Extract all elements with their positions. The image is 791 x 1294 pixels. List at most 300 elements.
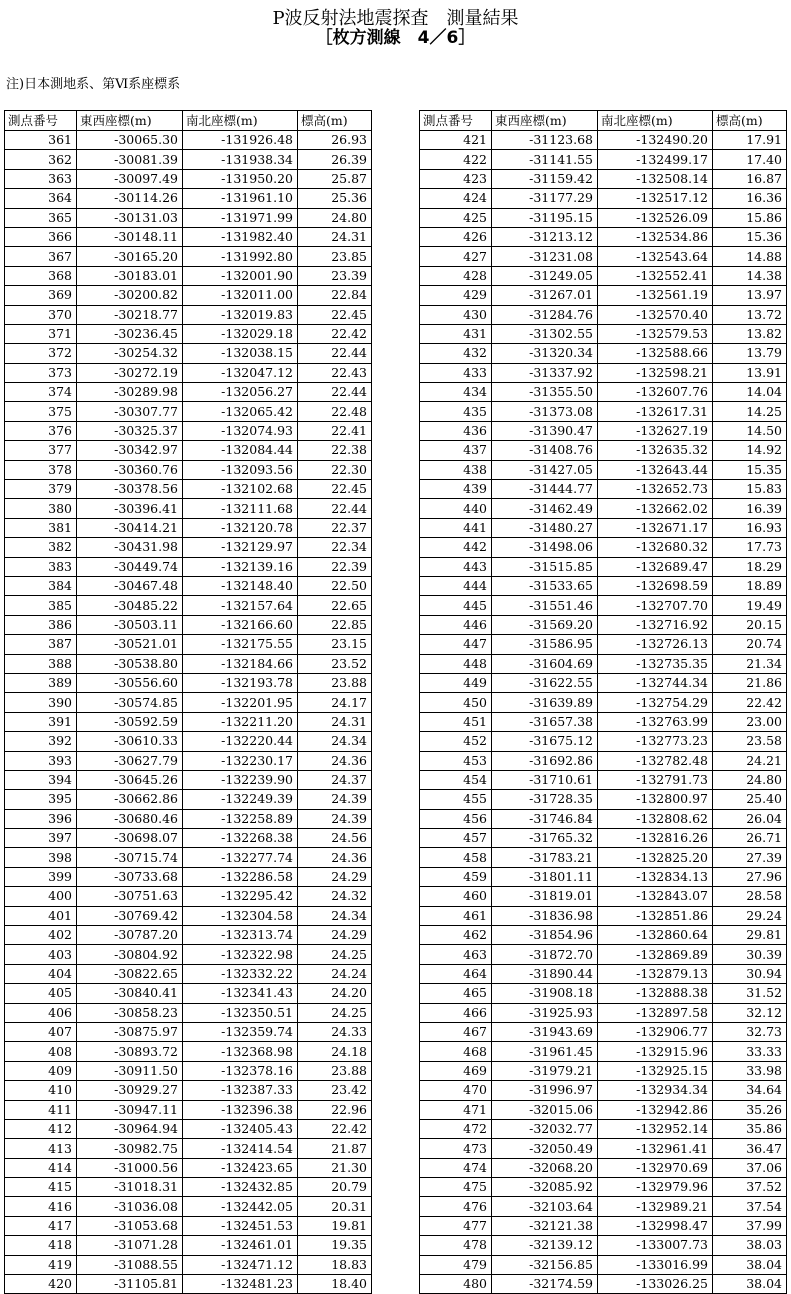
station-number-cell: 423 <box>420 169 492 188</box>
station-number-cell: 418 <box>5 1236 77 1255</box>
elevation-cell: 32.73 <box>713 1022 787 1041</box>
station-number-cell: 367 <box>5 247 77 266</box>
table-row <box>420 344 787 363</box>
east-west-coord-cell: -31961.45 <box>492 1042 598 1061</box>
east-west-coord-cell: -31355.50 <box>492 383 598 402</box>
table-row <box>5 227 372 246</box>
north-south-coord-cell: -132148.40 <box>183 576 298 595</box>
table-row <box>5 926 372 945</box>
table-row <box>5 906 372 925</box>
station-number-cell: 449 <box>420 673 492 692</box>
north-south-coord-cell: -132680.32 <box>598 538 713 557</box>
north-south-coord-cell: -132543.64 <box>598 247 713 266</box>
east-west-coord-cell: -30556.60 <box>77 673 183 692</box>
elevation-cell: 36.47 <box>713 1139 787 1158</box>
station-number-cell: 375 <box>5 402 77 421</box>
north-south-coord-cell: -132129.97 <box>183 538 298 557</box>
station-number-cell: 425 <box>420 208 492 227</box>
elevation-cell: 24.17 <box>298 693 372 712</box>
station-number-cell: 472 <box>420 1119 492 1138</box>
station-number-cell: 405 <box>5 984 77 1003</box>
station-number-cell: 480 <box>420 1275 492 1294</box>
east-west-coord-cell: -30840.41 <box>77 984 183 1003</box>
table-row <box>420 654 787 673</box>
station-number-cell: 455 <box>420 790 492 809</box>
station-number-cell: 461 <box>420 906 492 925</box>
table-row <box>5 150 372 169</box>
station-number-cell: 361 <box>5 131 77 150</box>
elevation-cell: 37.54 <box>713 1197 787 1216</box>
north-south-coord-cell: -131926.48 <box>183 131 298 150</box>
elevation-cell: 32.12 <box>713 1003 787 1022</box>
east-west-coord-cell: -31267.01 <box>492 286 598 305</box>
north-south-coord-cell: -132481.23 <box>183 1275 298 1294</box>
table-row <box>5 1042 372 1061</box>
north-south-coord-cell: -132698.59 <box>598 576 713 595</box>
station-number-cell: 474 <box>420 1158 492 1177</box>
table-row <box>420 596 787 615</box>
table-row <box>5 596 372 615</box>
header-station-number: 測点番号 <box>5 111 77 131</box>
table-row <box>420 324 787 343</box>
east-west-coord-cell: -31854.96 <box>492 926 598 945</box>
elevation-cell: 20.31 <box>298 1197 372 1216</box>
east-west-coord-cell: -32032.77 <box>492 1119 598 1138</box>
east-west-coord-cell: -30236.45 <box>77 324 183 343</box>
north-south-coord-cell: -132220.44 <box>183 732 298 751</box>
table-row <box>5 266 372 285</box>
station-number-cell: 462 <box>420 926 492 945</box>
header-station-number: 測点番号 <box>420 111 492 131</box>
east-west-coord-cell: -31996.97 <box>492 1081 598 1100</box>
table-row <box>5 344 372 363</box>
east-west-coord-cell: -30360.76 <box>77 460 183 479</box>
elevation-cell: 23.00 <box>713 712 787 731</box>
elevation-cell: 22.96 <box>298 1100 372 1119</box>
table-header-row <box>420 111 787 131</box>
table-row <box>420 402 787 421</box>
elevation-cell: 28.58 <box>713 887 787 906</box>
north-south-coord-cell: -132579.53 <box>598 324 713 343</box>
north-south-coord-cell: -132286.58 <box>183 867 298 886</box>
table-row <box>5 770 372 789</box>
station-number-cell: 440 <box>420 499 492 518</box>
table-row <box>420 964 787 983</box>
north-south-coord-cell: -132961.41 <box>598 1139 713 1158</box>
table-row <box>5 887 372 906</box>
table-row <box>420 480 787 499</box>
north-south-coord-cell: -132111.68 <box>183 499 298 518</box>
elevation-cell: 24.56 <box>298 829 372 848</box>
table-row <box>420 1042 787 1061</box>
north-south-coord-cell: -132423.65 <box>183 1158 298 1177</box>
table-row <box>5 1003 372 1022</box>
elevation-cell: 17.91 <box>713 131 787 150</box>
north-south-coord-cell: -132689.47 <box>598 557 713 576</box>
table-row <box>5 848 372 867</box>
table-row <box>5 1216 372 1235</box>
north-south-coord-cell: -132239.90 <box>183 770 298 789</box>
station-number-cell: 479 <box>420 1255 492 1274</box>
elevation-cell: 18.89 <box>713 576 787 595</box>
east-west-coord-cell: -30342.97 <box>77 441 183 460</box>
elevation-cell: 26.39 <box>298 150 372 169</box>
north-south-coord-cell: -131938.34 <box>183 150 298 169</box>
station-number-cell: 392 <box>5 732 77 751</box>
table-row <box>420 460 787 479</box>
north-south-coord-cell: -132782.48 <box>598 751 713 770</box>
station-number-cell: 438 <box>420 460 492 479</box>
east-west-coord-cell: -31979.21 <box>492 1061 598 1080</box>
elevation-cell: 24.39 <box>298 809 372 828</box>
east-west-coord-cell: -30751.63 <box>77 887 183 906</box>
table-row <box>420 441 787 460</box>
north-south-coord-cell: -132084.44 <box>183 441 298 460</box>
elevation-cell: 18.83 <box>298 1255 372 1274</box>
table-header-row <box>5 111 372 131</box>
north-south-coord-cell: -132368.98 <box>183 1042 298 1061</box>
elevation-cell: 29.24 <box>713 906 787 925</box>
north-south-coord-cell: -132607.76 <box>598 383 713 402</box>
elevation-cell: 15.83 <box>713 480 787 499</box>
table-row <box>420 673 787 692</box>
north-south-coord-cell: -132800.97 <box>598 790 713 809</box>
north-south-coord-cell: -133016.99 <box>598 1255 713 1274</box>
north-south-coord-cell: -132635.32 <box>598 441 713 460</box>
east-west-coord-cell: -30627.79 <box>77 751 183 770</box>
table-row <box>5 499 372 518</box>
east-west-coord-cell: -31872.70 <box>492 945 598 964</box>
east-west-coord-cell: -30272.19 <box>77 363 183 382</box>
north-south-coord-cell: -132175.55 <box>183 635 298 654</box>
table-row <box>5 635 372 654</box>
east-west-coord-cell: -31801.11 <box>492 867 598 886</box>
table-row <box>5 363 372 382</box>
north-south-coord-cell: -132120.78 <box>183 518 298 537</box>
north-south-coord-cell: -132378.16 <box>183 1061 298 1080</box>
east-west-coord-cell: -31639.89 <box>492 693 598 712</box>
north-south-coord-cell: -132405.43 <box>183 1119 298 1138</box>
station-number-cell: 476 <box>420 1197 492 1216</box>
elevation-cell: 13.82 <box>713 324 787 343</box>
north-south-coord-cell: -132102.68 <box>183 480 298 499</box>
table-row <box>420 131 787 150</box>
north-south-coord-cell: -132934.34 <box>598 1081 713 1100</box>
east-west-coord-cell: -31728.35 <box>492 790 598 809</box>
elevation-cell: 14.04 <box>713 383 787 402</box>
east-west-coord-cell: -31533.65 <box>492 576 598 595</box>
north-south-coord-cell: -132627.19 <box>598 421 713 440</box>
east-west-coord-cell: -31053.68 <box>77 1216 183 1235</box>
table-row <box>420 770 787 789</box>
station-number-cell: 372 <box>5 344 77 363</box>
station-number-cell: 433 <box>420 363 492 382</box>
elevation-cell: 22.44 <box>298 499 372 518</box>
east-west-coord-cell: -30467.48 <box>77 576 183 595</box>
north-south-coord-cell: -132508.14 <box>598 169 713 188</box>
north-south-coord-cell: -132773.23 <box>598 732 713 751</box>
station-number-cell: 371 <box>5 324 77 343</box>
east-west-coord-cell: -30148.11 <box>77 227 183 246</box>
elevation-cell: 38.04 <box>713 1255 787 1274</box>
elevation-cell: 22.44 <box>298 383 372 402</box>
north-south-coord-cell: -131982.40 <box>183 227 298 246</box>
table-row <box>420 169 787 188</box>
elevation-cell: 17.40 <box>713 150 787 169</box>
station-number-cell: 385 <box>5 596 77 615</box>
north-south-coord-cell: -132350.51 <box>183 1003 298 1022</box>
north-south-coord-cell: -132211.20 <box>183 712 298 731</box>
table-row <box>5 809 372 828</box>
north-south-coord-cell: -132166.60 <box>183 615 298 634</box>
station-number-cell: 441 <box>420 518 492 537</box>
north-south-coord-cell: -132617.31 <box>598 402 713 421</box>
elevation-cell: 26.93 <box>298 131 372 150</box>
table-row <box>420 751 787 770</box>
elevation-cell: 38.03 <box>713 1236 787 1255</box>
north-south-coord-cell: -132432.85 <box>183 1178 298 1197</box>
east-west-coord-cell: -30081.39 <box>77 150 183 169</box>
east-west-coord-cell: -30787.20 <box>77 926 183 945</box>
table-row <box>420 1100 787 1119</box>
east-west-coord-cell: -31141.55 <box>492 150 598 169</box>
east-west-coord-cell: -30431.98 <box>77 538 183 557</box>
station-number-cell: 466 <box>420 1003 492 1022</box>
east-west-coord-cell: -31692.86 <box>492 751 598 770</box>
east-west-coord-cell: -31390.47 <box>492 421 598 440</box>
east-west-coord-cell: -30097.49 <box>77 169 183 188</box>
table-row <box>5 964 372 983</box>
station-number-cell: 427 <box>420 247 492 266</box>
header-elevation: 標高(m) <box>713 111 787 131</box>
elevation-cell: 22.41 <box>298 421 372 440</box>
elevation-cell: 15.35 <box>713 460 787 479</box>
east-west-coord-cell: -30680.46 <box>77 809 183 828</box>
east-west-coord-cell: -32068.20 <box>492 1158 598 1177</box>
table-row <box>420 1275 787 1294</box>
station-number-cell: 378 <box>5 460 77 479</box>
station-number-cell: 414 <box>5 1158 77 1177</box>
elevation-cell: 30.39 <box>713 945 787 964</box>
east-west-coord-cell: -30538.80 <box>77 654 183 673</box>
station-number-cell: 380 <box>5 499 77 518</box>
station-number-cell: 473 <box>420 1139 492 1158</box>
north-south-coord-cell: -132396.38 <box>183 1100 298 1119</box>
north-south-coord-cell: -132359.74 <box>183 1022 298 1041</box>
east-west-coord-cell: -31213.12 <box>492 227 598 246</box>
north-south-coord-cell: -132011.00 <box>183 286 298 305</box>
table-row <box>5 654 372 673</box>
elevation-cell: 37.52 <box>713 1178 787 1197</box>
east-west-coord-cell: -31105.81 <box>77 1275 183 1294</box>
elevation-cell: 22.42 <box>298 324 372 343</box>
east-west-coord-cell: -30485.22 <box>77 596 183 615</box>
station-number-cell: 387 <box>5 635 77 654</box>
elevation-cell: 22.37 <box>298 518 372 537</box>
station-number-cell: 439 <box>420 480 492 499</box>
elevation-cell: 23.52 <box>298 654 372 673</box>
east-west-coord-cell: -31088.55 <box>77 1255 183 1274</box>
elevation-cell: 22.39 <box>298 557 372 576</box>
station-number-cell: 403 <box>5 945 77 964</box>
east-west-coord-cell: -30200.82 <box>77 286 183 305</box>
station-number-cell: 422 <box>420 150 492 169</box>
north-south-coord-cell: -132490.20 <box>598 131 713 150</box>
east-west-coord-cell: -30769.42 <box>77 906 183 925</box>
elevation-cell: 22.43 <box>298 363 372 382</box>
station-number-cell: 388 <box>5 654 77 673</box>
header-east-west-coord: 東西座標(m) <box>77 111 183 131</box>
north-south-coord-cell: -132065.42 <box>183 402 298 421</box>
east-west-coord-cell: -31036.08 <box>77 1197 183 1216</box>
north-south-coord-cell: -132970.69 <box>598 1158 713 1177</box>
station-number-cell: 394 <box>5 770 77 789</box>
north-south-coord-cell: -132471.12 <box>183 1255 298 1274</box>
station-number-cell: 452 <box>420 732 492 751</box>
station-number-cell: 370 <box>5 305 77 324</box>
north-south-coord-cell: -132979.96 <box>598 1178 713 1197</box>
elevation-cell: 18.40 <box>298 1275 372 1294</box>
station-number-cell: 435 <box>420 402 492 421</box>
north-south-coord-cell: -132915.96 <box>598 1042 713 1061</box>
east-west-coord-cell: -30592.59 <box>77 712 183 731</box>
east-west-coord-cell: -32174.59 <box>492 1275 598 1294</box>
station-number-cell: 362 <box>5 150 77 169</box>
table-row <box>420 829 787 848</box>
station-number-cell: 445 <box>420 596 492 615</box>
elevation-cell: 18.29 <box>713 557 787 576</box>
header-north-south-coord: 南北座標(m) <box>598 111 713 131</box>
station-number-cell: 383 <box>5 557 77 576</box>
north-south-coord-cell: -132193.78 <box>183 673 298 692</box>
station-number-cell: 420 <box>5 1275 77 1294</box>
elevation-cell: 24.34 <box>298 906 372 925</box>
station-number-cell: 467 <box>420 1022 492 1041</box>
elevation-cell: 23.85 <box>298 247 372 266</box>
elevation-cell: 24.21 <box>713 751 787 770</box>
table-row <box>420 363 787 382</box>
table-row <box>5 247 372 266</box>
north-south-coord-cell: -132879.13 <box>598 964 713 983</box>
table-row <box>420 809 787 828</box>
table-row <box>5 1255 372 1274</box>
east-west-coord-cell: -31586.95 <box>492 635 598 654</box>
north-south-coord-cell: -132029.18 <box>183 324 298 343</box>
elevation-cell: 13.72 <box>713 305 787 324</box>
station-number-cell: 468 <box>420 1042 492 1061</box>
table-row <box>5 1178 372 1197</box>
table-row <box>5 402 372 421</box>
table-row <box>420 227 787 246</box>
north-south-coord-cell: -132552.41 <box>598 266 713 285</box>
north-south-coord-cell: -132038.15 <box>183 344 298 363</box>
elevation-cell: 23.88 <box>298 1061 372 1080</box>
east-west-coord-cell: -31123.68 <box>492 131 598 150</box>
north-south-coord-cell: -131961.10 <box>183 189 298 208</box>
coordinate-system-note: 注)日本測地系、第Ⅵ系座標系 <box>6 77 181 92</box>
east-west-coord-cell: -31569.20 <box>492 615 598 634</box>
elevation-cell: 24.39 <box>298 790 372 809</box>
table-row <box>420 790 787 809</box>
table-row <box>5 751 372 770</box>
station-number-cell: 381 <box>5 518 77 537</box>
station-number-cell: 393 <box>5 751 77 770</box>
east-west-coord-cell: -31480.27 <box>492 518 598 537</box>
table-row <box>420 286 787 305</box>
station-number-cell: 417 <box>5 1216 77 1235</box>
station-number-cell: 391 <box>5 712 77 731</box>
elevation-cell: 24.80 <box>713 770 787 789</box>
station-number-cell: 478 <box>420 1236 492 1255</box>
elevation-cell: 15.86 <box>713 208 787 227</box>
table-row <box>5 538 372 557</box>
table-row <box>5 1275 372 1294</box>
station-number-cell: 463 <box>420 945 492 964</box>
north-south-coord-cell: -132201.95 <box>183 693 298 712</box>
station-number-cell: 431 <box>420 324 492 343</box>
station-number-cell: 374 <box>5 383 77 402</box>
east-west-coord-cell: -31427.05 <box>492 460 598 479</box>
north-south-coord-cell: -132754.29 <box>598 693 713 712</box>
document-subtitle: ［枚方測線 4／6］ <box>315 28 476 48</box>
station-number-cell: 437 <box>420 441 492 460</box>
station-number-cell: 429 <box>420 286 492 305</box>
north-south-coord-cell: -132277.74 <box>183 848 298 867</box>
header-east-west-coord: 東西座標(m) <box>492 111 598 131</box>
east-west-coord-cell: -31765.32 <box>492 829 598 848</box>
east-west-coord-cell: -31231.08 <box>492 247 598 266</box>
east-west-coord-cell: -32085.92 <box>492 1178 598 1197</box>
station-number-cell: 416 <box>5 1197 77 1216</box>
north-south-coord-cell: -132249.39 <box>183 790 298 809</box>
station-number-cell: 459 <box>420 867 492 886</box>
east-west-coord-cell: -32015.06 <box>492 1100 598 1119</box>
station-number-cell: 377 <box>5 441 77 460</box>
table-row <box>420 1255 787 1274</box>
station-number-cell: 408 <box>5 1042 77 1061</box>
station-number-cell: 376 <box>5 421 77 440</box>
header-elevation: 標高(m) <box>298 111 372 131</box>
north-south-coord-cell: -132139.16 <box>183 557 298 576</box>
north-south-coord-cell: -132001.90 <box>183 266 298 285</box>
north-south-coord-cell: -132952.14 <box>598 1119 713 1138</box>
station-number-cell: 444 <box>420 576 492 595</box>
east-west-coord-cell: -30114.26 <box>77 189 183 208</box>
east-west-coord-cell: -30698.07 <box>77 829 183 848</box>
station-number-cell: 366 <box>5 227 77 246</box>
station-number-cell: 390 <box>5 693 77 712</box>
east-west-coord-cell: -31551.46 <box>492 596 598 615</box>
north-south-coord-cell: -132526.09 <box>598 208 713 227</box>
east-west-coord-cell: -30610.33 <box>77 732 183 751</box>
elevation-cell: 35.86 <box>713 1119 787 1138</box>
table-row <box>5 518 372 537</box>
north-south-coord-cell: -132322.98 <box>183 945 298 964</box>
east-west-coord-cell: -30165.20 <box>77 247 183 266</box>
elevation-cell: 24.25 <box>298 1003 372 1022</box>
station-number-cell: 475 <box>420 1178 492 1197</box>
east-west-coord-cell: -30131.03 <box>77 208 183 227</box>
table-row <box>5 712 372 731</box>
elevation-cell: 20.15 <box>713 615 787 634</box>
east-west-coord-cell: -31320.34 <box>492 344 598 363</box>
east-west-coord-cell: -32050.49 <box>492 1139 598 1158</box>
east-west-coord-cell: -30893.72 <box>77 1042 183 1061</box>
elevation-cell: 26.71 <box>713 829 787 848</box>
east-west-coord-cell: -31000.56 <box>77 1158 183 1177</box>
table-row <box>420 576 787 595</box>
north-south-coord-cell: -132341.43 <box>183 984 298 1003</box>
